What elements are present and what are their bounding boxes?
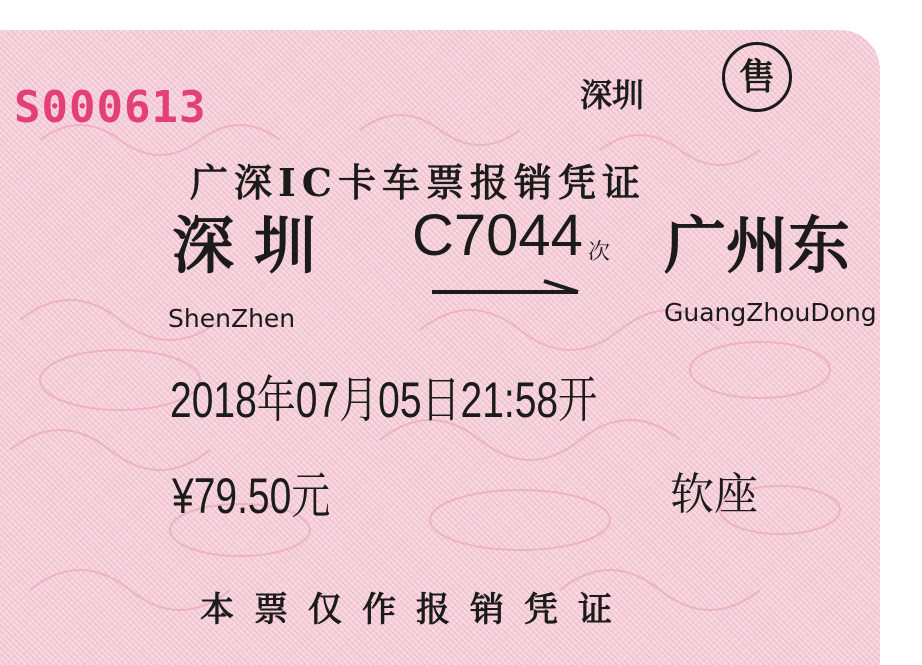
arrival-station: 广州东 <box>664 209 851 282</box>
footer-note: 本票仅作报销凭证 <box>200 590 632 630</box>
departure-datetime: 2018年07月05日21:58开 <box>170 372 598 428</box>
direction-arrow-icon <box>432 278 580 300</box>
departure-station-en: ShenZhen <box>168 304 296 333</box>
sold-seal: 售 <box>722 42 792 112</box>
train-number: C7044 <box>412 203 583 268</box>
scan-margin <box>880 0 922 665</box>
ticket-price: ¥79.50元 <box>172 468 331 524</box>
ticket-serial-number: S000613 <box>14 82 207 133</box>
train-number-suffix: 次 <box>588 240 611 265</box>
receipt-title: 广深IC卡车票报销凭证 <box>190 160 647 205</box>
seat-class: 软座 <box>670 469 758 520</box>
issuing-station: 深圳 <box>580 76 645 114</box>
arrival-station-en: GuangZhouDong <box>664 298 877 327</box>
departure-station: 深圳 <box>172 209 337 282</box>
railway-ticket <box>0 30 880 665</box>
